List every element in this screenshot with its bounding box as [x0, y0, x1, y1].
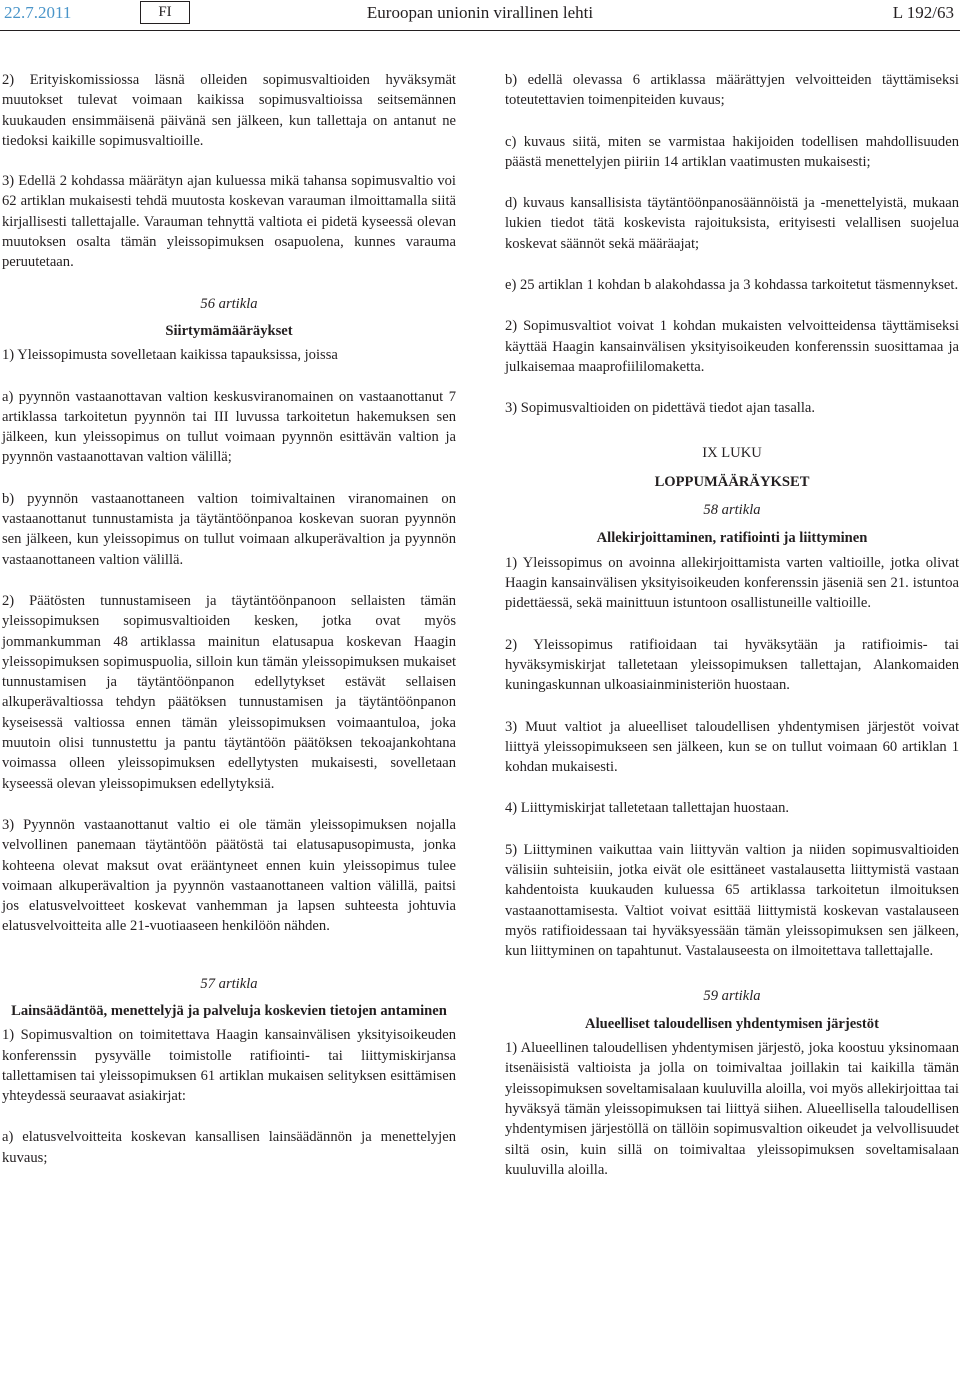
- page-number: L 192/63: [892, 3, 954, 22]
- paragraph: a) elatusvelvoitteita koskevan kansallisen lainsäädännön ja menettelyjen kuvaus;: [2, 1129, 456, 1166]
- paragraph: 1) Alueellinen taloudellisen yhdentymisen järjestö, joka koostuu yksinomaan itsenäisistä valtioista ja jolla on toimivaltaa joillakin tai kaikilla tämän yleissopimuksen soveltamisalaan kuuluvilla aloilla, voi myös allekirjoittaa tai hyväksyä tämän yleissopimuksen tai liittyä siihen. Alueellisella taloudellisen yhdentymisen järjestöllä on tällöin sopimusvaltion oikeudet ja velvollisuudet siltä osin, kuin sillä on toimivaltaa yleissopimuksen soveltamisalaan kuuluvilla aloilla.: [505, 1040, 959, 1178]
- chapter-number: IX LUKU: [702, 444, 762, 461]
- paragraph: 2) Erityiskomissiossa läsnä olleiden sopimusvaltioiden hyväksymät muutokset tulevat voimaan kaikissa sopimusvaltioissa seitsemännen kuukauden ensimmäisenä päivänä sen jälkeen, kun tallettaja on antanut ne tiedoksi kaikille sopimusvaltioille.: [2, 72, 456, 149]
- journal-title: Euroopan unionin virallinen lehti: [366, 3, 594, 22]
- article-title: Alueelliset taloudellisen yhdentymisen järjestöt: [585, 1015, 879, 1032]
- paragraph: 1) Yleissopimusta sovelletaan kaikissa tapauksissa, joissa: [2, 347, 338, 364]
- article-title: Siirtymämääräykset: [165, 322, 293, 339]
- paragraph: 3) Edellä 2 kohdassa määrätyn ajan kuluessa mikä tahansa sopimusvaltio voi 62 artiklan mukaisesti tehdä muutosta koskevan varauman ilmoittamalla siitä kirjallisesti tallettajalle. Varauman tehnyttä valtiota ei pidetä kyseessä olevan muutoksen osalta tämän yleissopimuksen osapuolena, kunnes varauma peruutetaan.: [2, 173, 456, 271]
- article-number: 58 artikla: [703, 502, 761, 519]
- paragraph: 3) Sopimusvaltioiden on pidettävä tiedot ajan tasalla.: [505, 400, 816, 417]
- paragraph: 3) Pyynnön vastaanottanut valtio ei ole tämän yleissopimuksen nojalla velvollinen panemaan täytäntöön päätöstä tai elatusapusopimusta, jonka kohteena olevat maksut ovat erääntyneet ennen kuin yleissopimus tulee voimaan alkuperävaltion ja pyynnön vastaanottaneen valtion välillä, paitsi jos elatusvelvoitteet koskevat vanhemman ja lapsen suhteesta johtuvia elatusvelvoitteita alle 21-vuotiaaseen henkilöön nähden.: [2, 816, 456, 935]
- publication-date[interactable]: 22.7.2011: [4, 3, 72, 22]
- article-number: 59 artikla: [703, 987, 761, 1004]
- paragraph: a) pyynnön vastaanottavan valtion keskusviranomainen on vastaanottanut 7 artiklassa tarkoitetun pyynnön tai III luvussa tarkoitetun hakemuksen sen jälkeen, kun yleissopimus on tullut voimaan pyynnön esittävän valtion ja pyynnön vastaanottavan valtion välillä;: [2, 388, 456, 466]
- paragraph: 2) Päätösten tunnustamiseen ja täytäntöönpanoon sellaisten tämän yleissopimuksen sopimusvaltioiden kesken, jotka ovat myös jommankumman 48 artiklassa mainitun elatusapua koskevan Haagin yleissopimuksen sopimuspuolia, silloin kun tämän yleissopimuksen mukaiset tunnustamisen ja täytäntöönpanon edellytykset estävät sellaisen alkuperävaltiossa tehdyn päätöksen tunnustamisen ja täytäntöönpanon kyseisessä valtiossa ennen tämän yleissopimuksen voimaantuloa, joka muutoin olisi tunnustettu ja pantu täytäntöön päätöksen tekoajankohtana voimassa olleen yleissopimuksen edellytysten mukaisesti, sovelletaan kyseessä olevan yleissopimuksen edellytyksiä.: [2, 592, 456, 792]
- paragraph: c) kuvaus siitä, miten se varmistaa hakijoiden todellisen mahdollisuuden päästä menettelyjen piiriin 14 artiklan vaatimusten mukaisesti;: [505, 133, 959, 170]
- page-header: [0, 0, 960, 26]
- paragraph: 4) Liittymiskirjat talletetaan tallettajan huostaan.: [505, 800, 790, 817]
- paragraph: d) kuvaus kansallisista täytäntöönpanosäännöistä ja -menettelyistä, mukaan lukien tiedot tätä koskevista rajoituksista, erityisesti velallisen suojelua koskevat säännöt sekä määräajat;: [505, 195, 959, 252]
- paragraph: 5) Liittyminen vaikuttaa vain liittyvän valtion ja niiden sopimusvaltioiden välisiin suhteisiin, jotka eivät ole esittäneet vastalausetta liittymistä vastaan kahdentoista kuukauden kuluessa 65 artiklassa tarkoitetun ilmoituksen vastaanottamisesta. Valtiot voivat esittää liittymistä koskevan vastalauseen myös ratifioidessaan tai hyväksyessään tämän yleissopimuksen sen jälkeen, kun liittyminen on tapahtunut. Vastalauseesta on ilmoitettava tallettajalle.: [505, 841, 959, 960]
- language-code-box: FI: [140, 1, 190, 24]
- paragraph: 2) Sopimusvaltiot voivat 1 kohdan mukaisten velvoitteidensa täyttämiseksi käyttää Haagin kansainvälisen yksityisoikeuden konferenssin suosittamaa ja julkaisemaa maaprofiililomaketta.: [505, 318, 959, 375]
- paragraph: 1) Sopimusvaltion on toimitettava Haagin kansainvälisen yksityisoikeuden konferenssin pysyvälle toimistolle ratifiointi- tai liittymiskirjansa tallettamisen tai yleissopimuksen 61 artiklan mukaisen selityksen esittämisen yhteydessä seuraavat asiakirjat:: [2, 1027, 456, 1105]
- left-column: [2, 58, 456, 1168]
- article-title: Allekirjoittaminen, ratifiointi ja liittyminen: [596, 530, 868, 547]
- article-number: 57 artikla: [200, 975, 258, 992]
- chapter-title: LOPPUMÄÄRÄYKSET: [654, 473, 810, 490]
- right-column: [505, 58, 959, 1180]
- paragraph: 2) Yleissopimus ratifioidaan tai hyväksytään ja ratifioimis- tai hyväksymiskirjat talletetaan yleissopimuksen tallettajan, Alankomaiden kuningaskunnan ulkoasiainministeriön huostaan.: [505, 636, 959, 694]
- paragraph: 3) Muut valtiot ja alueelliset taloudellisen yhdentymisen järjestöt voivat liittyä yleissopimukseen sen jälkeen, kun se on tullut voimaan 60 artiklan 1 kohdan mukaisesti.: [505, 718, 959, 776]
- article-title: Lainsäädäntöä, menettelyjä ja palveluja koskevien tietojen antaminen: [11, 1002, 447, 1019]
- paragraph: 1) Yleissopimus on avoinna allekirjoittamista varten valtioille, jotka olivat Haagin kansainvälisen yksityisoikeuden konferenssin jäseniä sen 21. istuntoa pidettäessä, sekä mainittuun istuntoon osallistuneille valtioille.: [505, 554, 959, 612]
- article-number: 56 artikla: [200, 295, 258, 312]
- paragraph: e) 25 artiklan 1 kohdan b alakohdassa ja 3 kohdassa tarkoitetut täsmennykset.: [505, 277, 959, 294]
- paragraph: b) edellä olevassa 6 artiklassa määrättyjen velvoitteiden täyttämiseksi toteutettavien toimenpiteiden kuvaus;: [505, 72, 959, 109]
- header-rule: [0, 30, 960, 31]
- paragraph: b) pyynnön vastaanottaneen valtion toimivaltainen viranomainen on vastaanottanut tunnustamista ja täytäntöönpanoa koskevan suoran pyynnön sen jälkeen, kun yleissopimus on tullut voimaan alkuperävaltion ja pyynnön vastaanottaneen valtion välillä.: [2, 490, 456, 568]
